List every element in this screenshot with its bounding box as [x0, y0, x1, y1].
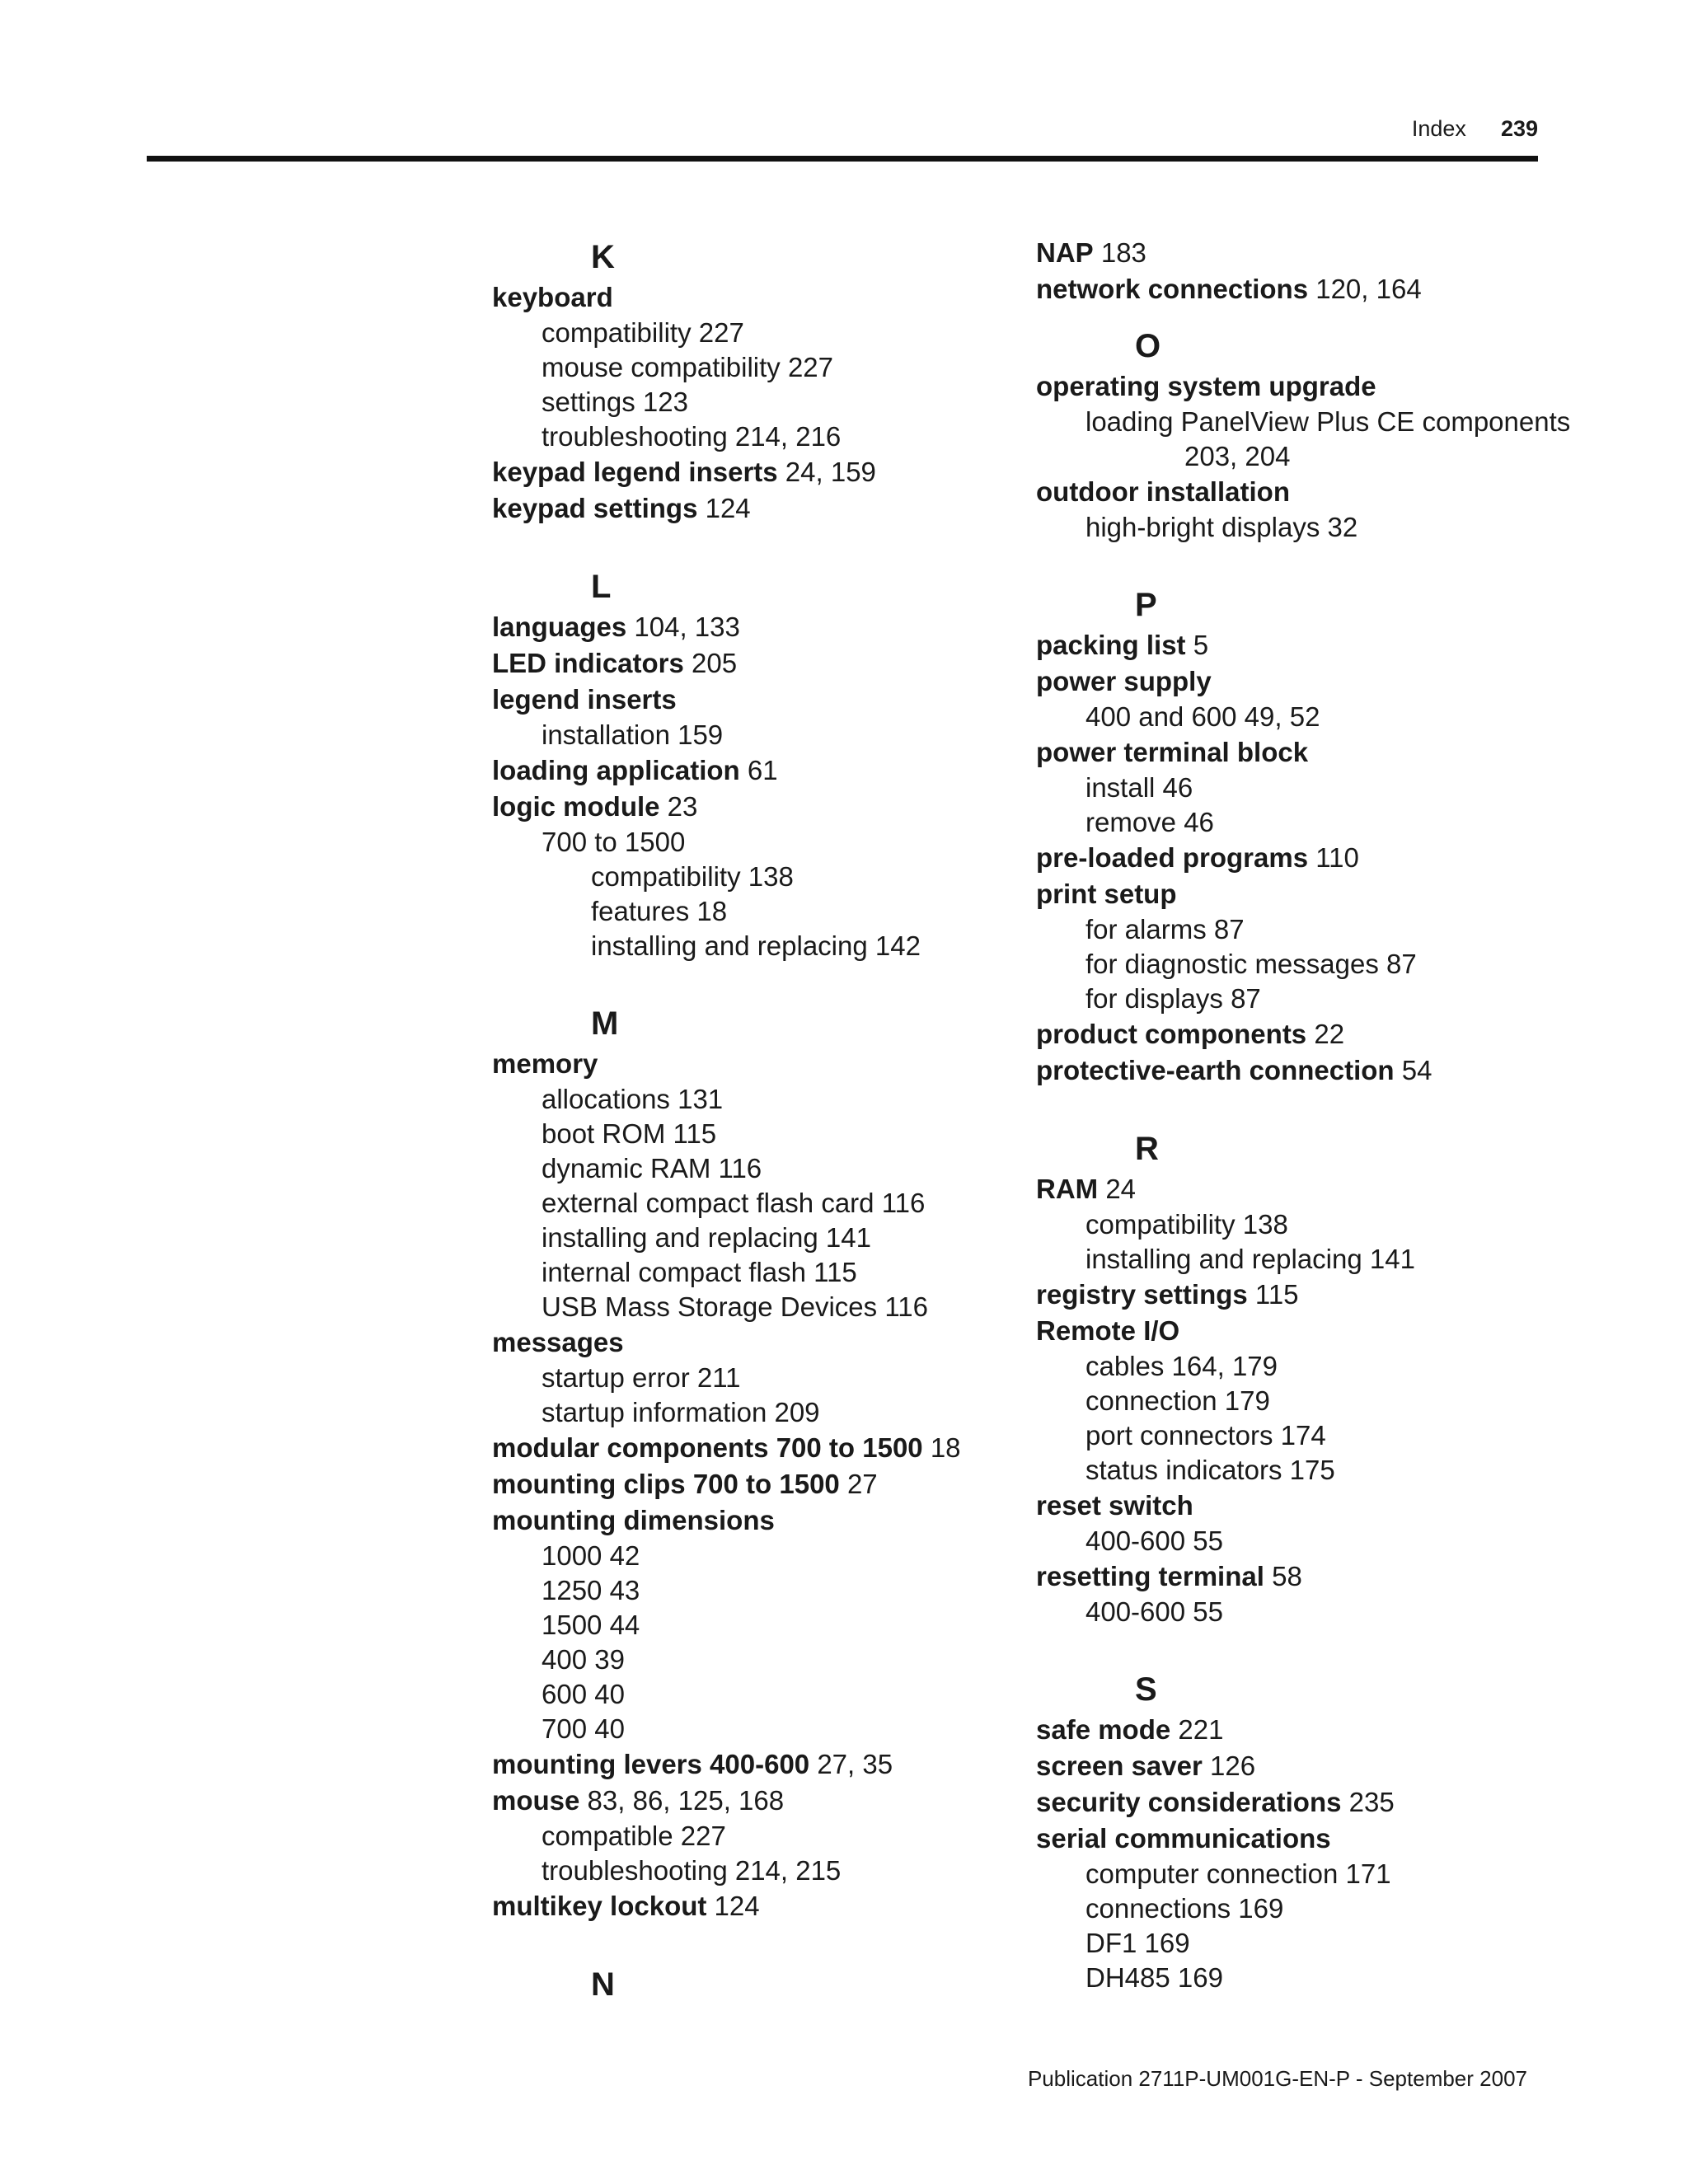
index-column-left: [492, 235, 1053, 2007]
index-letter-n: N: [591, 1966, 615, 2003]
index-subentry: 400 and 600 49, 52: [1085, 701, 1320, 732]
header-rule: [147, 156, 1538, 162]
index-entry: languages 104, 133: [492, 612, 740, 642]
index-subentry: 700 to 1500: [542, 827, 686, 857]
index-entry: network connections 120, 164: [1036, 274, 1422, 304]
index-subentry: troubleshooting 214, 216: [542, 421, 842, 452]
index-subentry: port connectors 174: [1085, 1420, 1326, 1451]
index-entry: memory: [492, 1048, 598, 1079]
index-subentry: dynamic RAM 116: [542, 1153, 762, 1183]
index-subentry: installing and replacing 141: [1085, 1244, 1415, 1274]
index-entry: print setup: [1036, 879, 1177, 909]
index-letter-o: O: [1135, 328, 1161, 364]
index-subentry-continuation: 203, 204: [1184, 441, 1291, 471]
index-subentry: remove 46: [1085, 807, 1214, 837]
index-subentry: 400 39: [542, 1644, 625, 1675]
index-subsubentry: compatibility 138: [591, 861, 794, 892]
index-subentry: for alarms 87: [1085, 914, 1245, 944]
index-subentry: for diagnostic messages 87: [1085, 949, 1417, 979]
index-letter-m: M: [591, 1005, 619, 1042]
index-subentry: DH485 169: [1085, 1962, 1223, 1993]
index-entry: keyboard: [492, 282, 613, 312]
header-page-number: 239: [1500, 116, 1538, 141]
index-entry: safe mode 221: [1036, 1714, 1224, 1745]
index-subentry: connection 179: [1085, 1385, 1270, 1416]
index-entry: keypad settings 124: [492, 493, 751, 523]
index-subentry: compatible 227: [542, 1821, 726, 1851]
index-entry: NAP 183: [1036, 237, 1146, 268]
index-letter-l: L: [591, 569, 612, 605]
page-footer: Publication 2711P-UM001G-EN-P - September 2007: [1027, 2066, 1527, 2091]
index-entry: mounting clips 700 to 1500 27: [492, 1469, 878, 1499]
index-entry: loading application 61: [492, 755, 778, 785]
page-header: [147, 115, 1538, 142]
index-subentry: 600 40: [542, 1679, 625, 1709]
index-subentry: internal compact flash 115: [542, 1257, 857, 1287]
index-subentry: startup information 209: [542, 1397, 820, 1427]
index-subentry: troubleshooting 214, 215: [542, 1855, 842, 1886]
index-subentry: 400-600 55: [1085, 1596, 1223, 1627]
index-column-right: [1036, 235, 1597, 1995]
index-subentry: DF1 169: [1085, 1928, 1190, 1958]
index-entry: LED indicators 205: [492, 648, 738, 678]
index-subentry: 1250 43: [542, 1575, 640, 1605]
index-subentry: for displays 87: [1085, 983, 1261, 1014]
index-entry: mounting dimensions: [492, 1505, 775, 1535]
index-subentry: loading PanelView Plus CE components: [1085, 406, 1571, 437]
index-subentry: external compact flash card 116: [542, 1188, 926, 1218]
index-entry: mounting levers 400-600 27, 35: [492, 1749, 893, 1779]
index-entry: outdoor installation: [1036, 476, 1290, 507]
index-subentry: 1000 42: [542, 1540, 640, 1571]
index-subentry: installing and replacing 141: [542, 1222, 871, 1253]
index-subentry: connections 169: [1085, 1893, 1284, 1924]
index-subentry: computer connection 171: [1085, 1858, 1391, 1889]
index-entry: messages: [492, 1327, 624, 1357]
index-subentry: settings 123: [542, 387, 688, 417]
index-entry: RAM 24: [1036, 1174, 1137, 1204]
index-entry: keypad legend inserts 24, 159: [492, 457, 876, 487]
index-subentry: 1500 44: [542, 1610, 640, 1640]
index-subentry: 700 40: [542, 1713, 625, 1744]
index-subentry: USB Mass Storage Devices 116: [542, 1291, 928, 1322]
index-entry: power supply: [1036, 666, 1212, 696]
index-entry: pre-loaded programs 110: [1036, 842, 1359, 873]
index-entry: Remote I/O: [1036, 1315, 1180, 1346]
index-subentry: install 46: [1085, 772, 1193, 803]
index-entry: packing list 5: [1036, 630, 1209, 660]
index-letter-k: K: [591, 239, 615, 275]
index-subsubentry: features 18: [591, 896, 728, 926]
index-subentry: high-bright displays 32: [1085, 512, 1358, 542]
index-subentry: status indicators 175: [1085, 1455, 1335, 1485]
index-entry: resetting terminal 58: [1036, 1561, 1302, 1591]
index-entry: protective-earth connection 54: [1036, 1055, 1432, 1085]
index-subentry: startup error 211: [542, 1362, 741, 1393]
index-subentry: mouse compatibility 227: [542, 352, 834, 382]
index-letter-s: S: [1135, 1671, 1157, 1708]
index-entry: multikey lockout 124: [492, 1891, 760, 1921]
index-subentry: allocations 131: [542, 1084, 724, 1114]
index-subentry: compatibility 138: [1085, 1209, 1288, 1240]
index-letter-r: R: [1135, 1131, 1159, 1167]
index-subentry: compatibility 227: [542, 317, 744, 348]
index-entry: modular components 700 to 1500 18: [492, 1432, 961, 1463]
index-entry: logic module 23: [492, 791, 698, 822]
index-subsubentry: installing and replacing 142: [591, 930, 921, 961]
index-entry: mouse 83, 86, 125, 168: [492, 1785, 785, 1816]
index-entry: screen saver 126: [1036, 1750, 1256, 1781]
index-entry: registry settings 115: [1036, 1279, 1299, 1310]
index-subentry: boot ROM 115: [542, 1118, 717, 1149]
header-section-title: Index: [1411, 116, 1466, 141]
index-entry: serial communications: [1036, 1823, 1331, 1854]
index-entry: operating system upgrade: [1036, 371, 1376, 401]
index-subentry: cables 164, 179: [1085, 1351, 1278, 1381]
index-entry: reset switch: [1036, 1490, 1193, 1521]
index-letter-p: P: [1135, 587, 1157, 623]
index-entry: power terminal block: [1036, 737, 1309, 767]
index-entry: security considerations 235: [1036, 1787, 1395, 1817]
index-subentry: installation 159: [542, 719, 724, 750]
index-entry: legend inserts: [492, 684, 677, 715]
index-subentry: 400-600 55: [1085, 1526, 1223, 1556]
index-entry: product components 22: [1036, 1019, 1345, 1049]
